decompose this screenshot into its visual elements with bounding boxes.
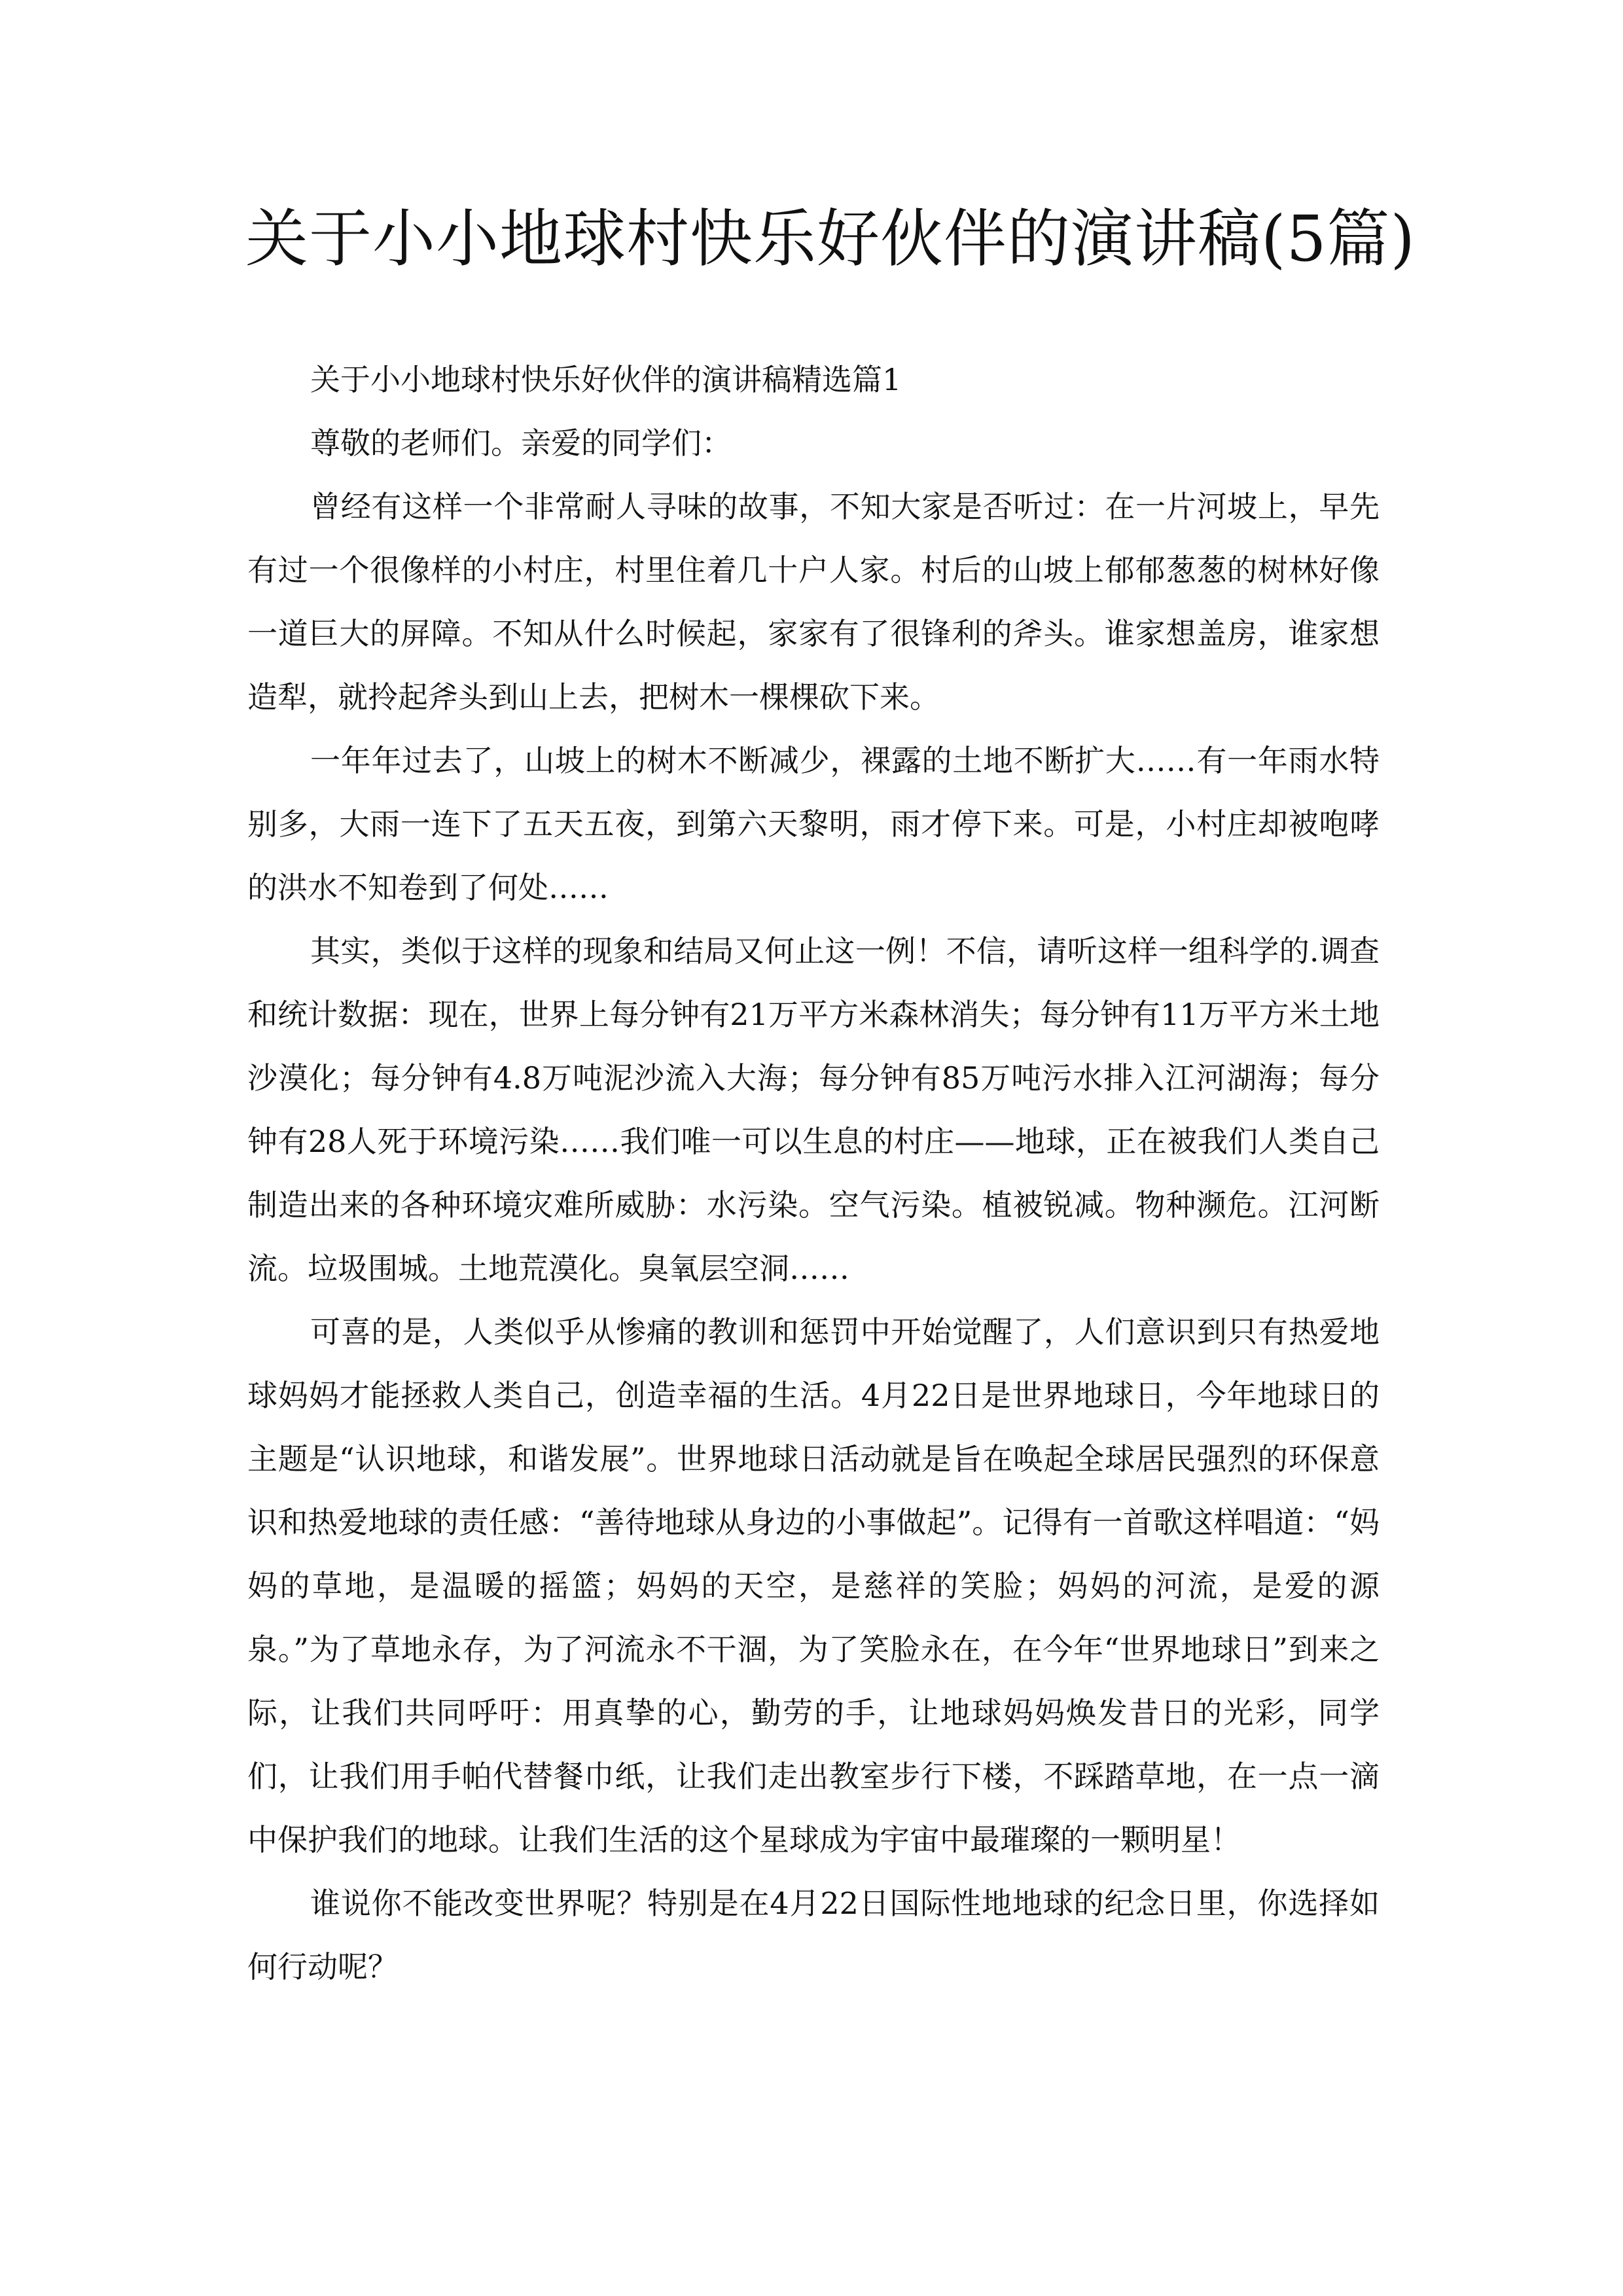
paragraph-4: 可喜的是，人类似乎从惨痛的教训和惩罚中开始觉醒了，人们意识到只有热爱地球妈妈才能拯救人类自己，创造幸福的生活。4月22日是世界地球日，今年地球日的主题是“认识地球，和谐发展”。世界地球日活动就是旨在唤起全球居民强烈的环保意识和热爱地球的责任感：“善待地球从身边的小事做起”。记得有一首歌这样唱道：“妈妈的草地，是温暖的摇篮；妈妈的天空，是慈祥的笑脸；妈妈的河流，是爱的源泉。”为了草地永存，为了河流永不干涸，为了笑脸永在，在今年“世界地球日”到来之际，让我们共同呼吁：用真挚的心，勤劳的手，让地球妈妈焕发昔日的光彩，同学们，让我们用手帕代替餐巾纸，让我们走出教室步行下楼，不踩踏草地，在一点一滴中保护我们的地球。让我们生活的这个星球成为宇宙中最璀璨的一颗明星！ bbox=[247, 1314, 1380, 1857]
section-heading: 关于小小地球村快乐好伙伴的演讲稿精选篇1 bbox=[310, 362, 902, 397]
document-title: 关于小小地球村快乐好伙伴的演讲稿(5篇) bbox=[245, 202, 1416, 276]
paragraph-1: 曾经有这样一个非常耐人寻味的故事，不知大家是否听过：在一片河坡上，早先有过一个很像样的小村庄，村里住着几十户人家。村后的山坡上郁郁葱葱的树林好像一道巨大的屏障。不知从什么时候起，家家有了很锋利的斧头。谁家想盖房，谁家想造犁，就拎起斧头到山上去，把树木一棵棵砍下来。 bbox=[247, 489, 1380, 715]
document-body bbox=[247, 348, 1380, 1999]
paragraph-3: 其实，类似于这样的现象和结局又何止这一例！不信，请听这样一组科学的.调查和统计数据：现在，世界上每分钟有21万平方米森林消失；每分钟有11万平方米土地沙漠化；每分钟有4.8万吨泥沙流入大海；每分钟有85万吨污水排入江河湖海；每分钟有28人死于环境污染……我们唯一可以生息的村庄——地球，正在被我们人类自己制造出来的各种环境灾难所威胁：水污染。空气污染。植被锐减。物种濒危。江河断流。垃圾围城。土地荒漠化。臭氧层空洞…… bbox=[247, 933, 1380, 1286]
paragraph-2: 一年年过去了，山坡上的树木不断减少，裸露的土地不断扩大……有一年雨水特别多，大雨一连下了五天五夜，到第六天黎明，雨才停下来。可是，小村庄却被咆哮的洪水不知卷到了何处…… bbox=[247, 743, 1380, 905]
paragraph-5: 谁说你不能改变世界呢？特别是在4月22日国际性地地球的纪念日里，你选择如何行动呢？ bbox=[247, 1886, 1380, 1984]
greeting-line: 尊敬的老师们。亲爱的同学们： bbox=[310, 425, 732, 461]
